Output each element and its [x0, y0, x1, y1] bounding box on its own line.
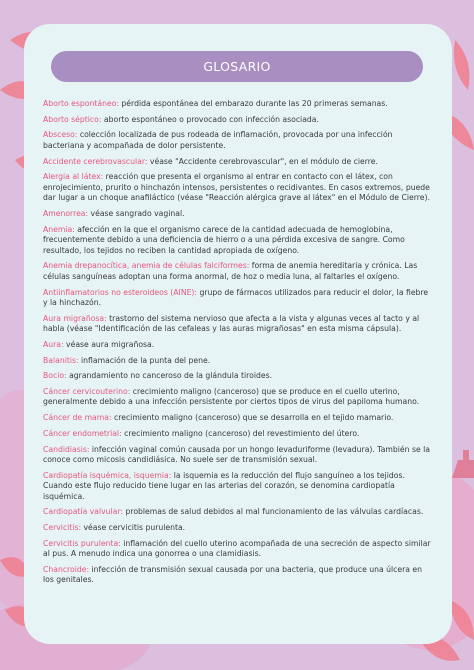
- glossary-term: Aborto espontáneo:: [43, 99, 119, 108]
- glossary-entry: [43, 356, 435, 367]
- glossary-entry: [43, 471, 435, 503]
- glossary-term: Cervicitis:: [43, 523, 82, 533]
- glossary-term: Chancroide:: [43, 564, 90, 574]
- glossary-entry: [43, 340, 435, 351]
- glossary-term: Aura:: [43, 339, 64, 349]
- glossary-definition: trastorno del sistema nervioso que afecta a la vista y algunas veces al tacto y al habla (véase "Identificación de las cefaleas y las auras migrañosas" en esta misma cápsula).: [43, 313, 420, 334]
- glossary-term: Aborto séptico:: [43, 114, 102, 124]
- glossary-entry: [43, 115, 435, 126]
- glossary-definition: aborto espontáneo o provocado con infección asociada.: [101, 114, 319, 124]
- glossary-term: Balanitis:: [43, 355, 79, 365]
- glossary-entry: [43, 445, 435, 466]
- glossary-definition: véase "Accidente cerebrovascular", en el módulo de cierre.: [147, 156, 378, 166]
- glossary-term: Absceso:: [43, 130, 78, 140]
- glossary-term: Aura migrañosa:: [43, 313, 107, 323]
- glossary-entry: [43, 225, 435, 257]
- glossary-entry: [43, 429, 435, 440]
- glossary-card: [24, 24, 452, 644]
- glossary-entry: [43, 523, 435, 534]
- glossary-definition: crecimiento maligno (canceroso) del revestimiento del útero.: [121, 428, 360, 438]
- glossary-definition: forma de anemia hereditaria y crónica. Las células sanguíneas adoptan una forma anormal, de hoz o media luna, al faltarles el oxígeno.: [43, 261, 418, 281]
- glossary-entry: [43, 565, 435, 586]
- glossary-entry: [43, 539, 435, 560]
- glossary-term: Anemia drepanocítica, anemia de células falciformes:: [43, 261, 250, 271]
- glossary-definition: la isquemia es la reducción del flujo sanguíneo a los tejidos. Cuando este flujo reducido tiene lugar en las arterias del corazón, se denomina cardiopatía isquémica.: [43, 470, 405, 501]
- glossary-definition: véase sangrado vaginal.: [88, 208, 185, 218]
- glossary-term: Accidente cerebrovascular:: [43, 156, 148, 166]
- glossary-entry: [43, 157, 435, 168]
- glossary-definition: véase aura migrañosa.: [63, 339, 155, 349]
- glossary-entry: [43, 261, 435, 282]
- glossary-term: Amenorrea:: [43, 208, 89, 218]
- glossary-definition: crecimiento maligno (canceroso) que se produce en el cuello uterino, generalmente debido a una infección persistente por ciertos tipos de virus del papiloma humano.: [43, 386, 420, 407]
- glossary-term: Bocio:: [43, 371, 67, 381]
- glossary-term: Alergia al látex:: [43, 172, 104, 182]
- glossary-definition: inflamación de la punta del pene.: [78, 355, 211, 365]
- glossary-definition: colección localizada de pus rodeada de inflamación, provocada por una infección bacteriana y acompañada de dolor persistente.: [43, 130, 393, 150]
- glossary-definition: problemas de salud debidos al mal funcionamiento de las válvulas cardíacas.: [123, 507, 424, 517]
- glossary-definition: agrandamiento no canceroso de la glándula tiroides.: [66, 371, 273, 381]
- glossary-term: Cáncer de mama:: [43, 413, 112, 423]
- glossary-entry: [43, 371, 435, 382]
- glossary-definition: pérdida espontánea del embarazo durante las 20 primeras semanas.: [118, 99, 388, 108]
- glossary-entry: [43, 387, 435, 408]
- glossary-term: Cáncer endometrial:: [43, 428, 122, 438]
- glossary-entry: [43, 130, 435, 151]
- title-banner: [51, 51, 423, 82]
- glossary-term: Antiinflamatorios no esteroideos (AINE):: [43, 287, 198, 297]
- glossary-term: Cardiopatía valvular:: [43, 507, 123, 517]
- glossary-definition: véase cervicitis purulenta.: [81, 523, 186, 533]
- glossary-entry: [43, 172, 435, 204]
- glossary-term: Cáncer cervicouterino:: [43, 386, 131, 396]
- glossary-entry: [43, 413, 435, 424]
- glossary-list: [43, 99, 435, 591]
- glossary-entry: [43, 314, 435, 335]
- glossary-entry: [43, 209, 435, 220]
- glossary-entry: [43, 99, 435, 110]
- flask-icon: [452, 450, 474, 478]
- glossary-entry: [43, 507, 435, 518]
- page-title: GLOSARIO: [203, 59, 271, 74]
- glossary-definition: infección vaginal común causada por un hongo levaduriforme (levadura). También se la conoce como micosis candidiásica. No suele ser de transmisión sexual.: [43, 444, 431, 464]
- glossary-definition: afección en la que el organismo carece de la cantidad adecuada de hemoglobina, frecuentemente debido a una deficiencia de hierro o a una pérdida excesiva de sangre. Como resultado, los tejidos no reciben la cantidad apropiada de oxígeno.: [43, 224, 405, 255]
- glossary-definition: inflamación del cuello uterino acompañada de una secreción de aspecto similar al pus. A menudo indica una gonorrea o una clamidiasis.: [43, 538, 431, 559]
- glossary-term: Cervicitis purulenta:: [43, 538, 121, 548]
- glossary-definition: infección de transmisión sexual causada por una bacteria, que produce una úlcera en los genitales.: [43, 564, 423, 585]
- glossary-term: Anemia:: [43, 224, 75, 234]
- glossary-term: Candidiasis:: [43, 444, 90, 454]
- glossary-entry: [43, 288, 435, 309]
- glossary-definition: crecimiento maligno (canceroso) que se desarrolla en el tejido mamario.: [111, 413, 394, 423]
- glossary-term: Cardiopatía isquémica, isquemia:: [43, 470, 172, 480]
- glossary-definition: reacción que presenta el organismo al entrar en contacto con el látex, con enrojecimiento, prurito o hinchazón intensos, persistentes o recidivantes. En casos extremos, puede dar lugar a un choque anafiláctico (véase "Reacción alérgica grave al látex" en el Módulo de Cierre).: [43, 172, 430, 203]
- glossary-definition: grupo de fármacos utilizados para reducir el dolor, la fiebre y la hinchazón.: [43, 287, 429, 307]
